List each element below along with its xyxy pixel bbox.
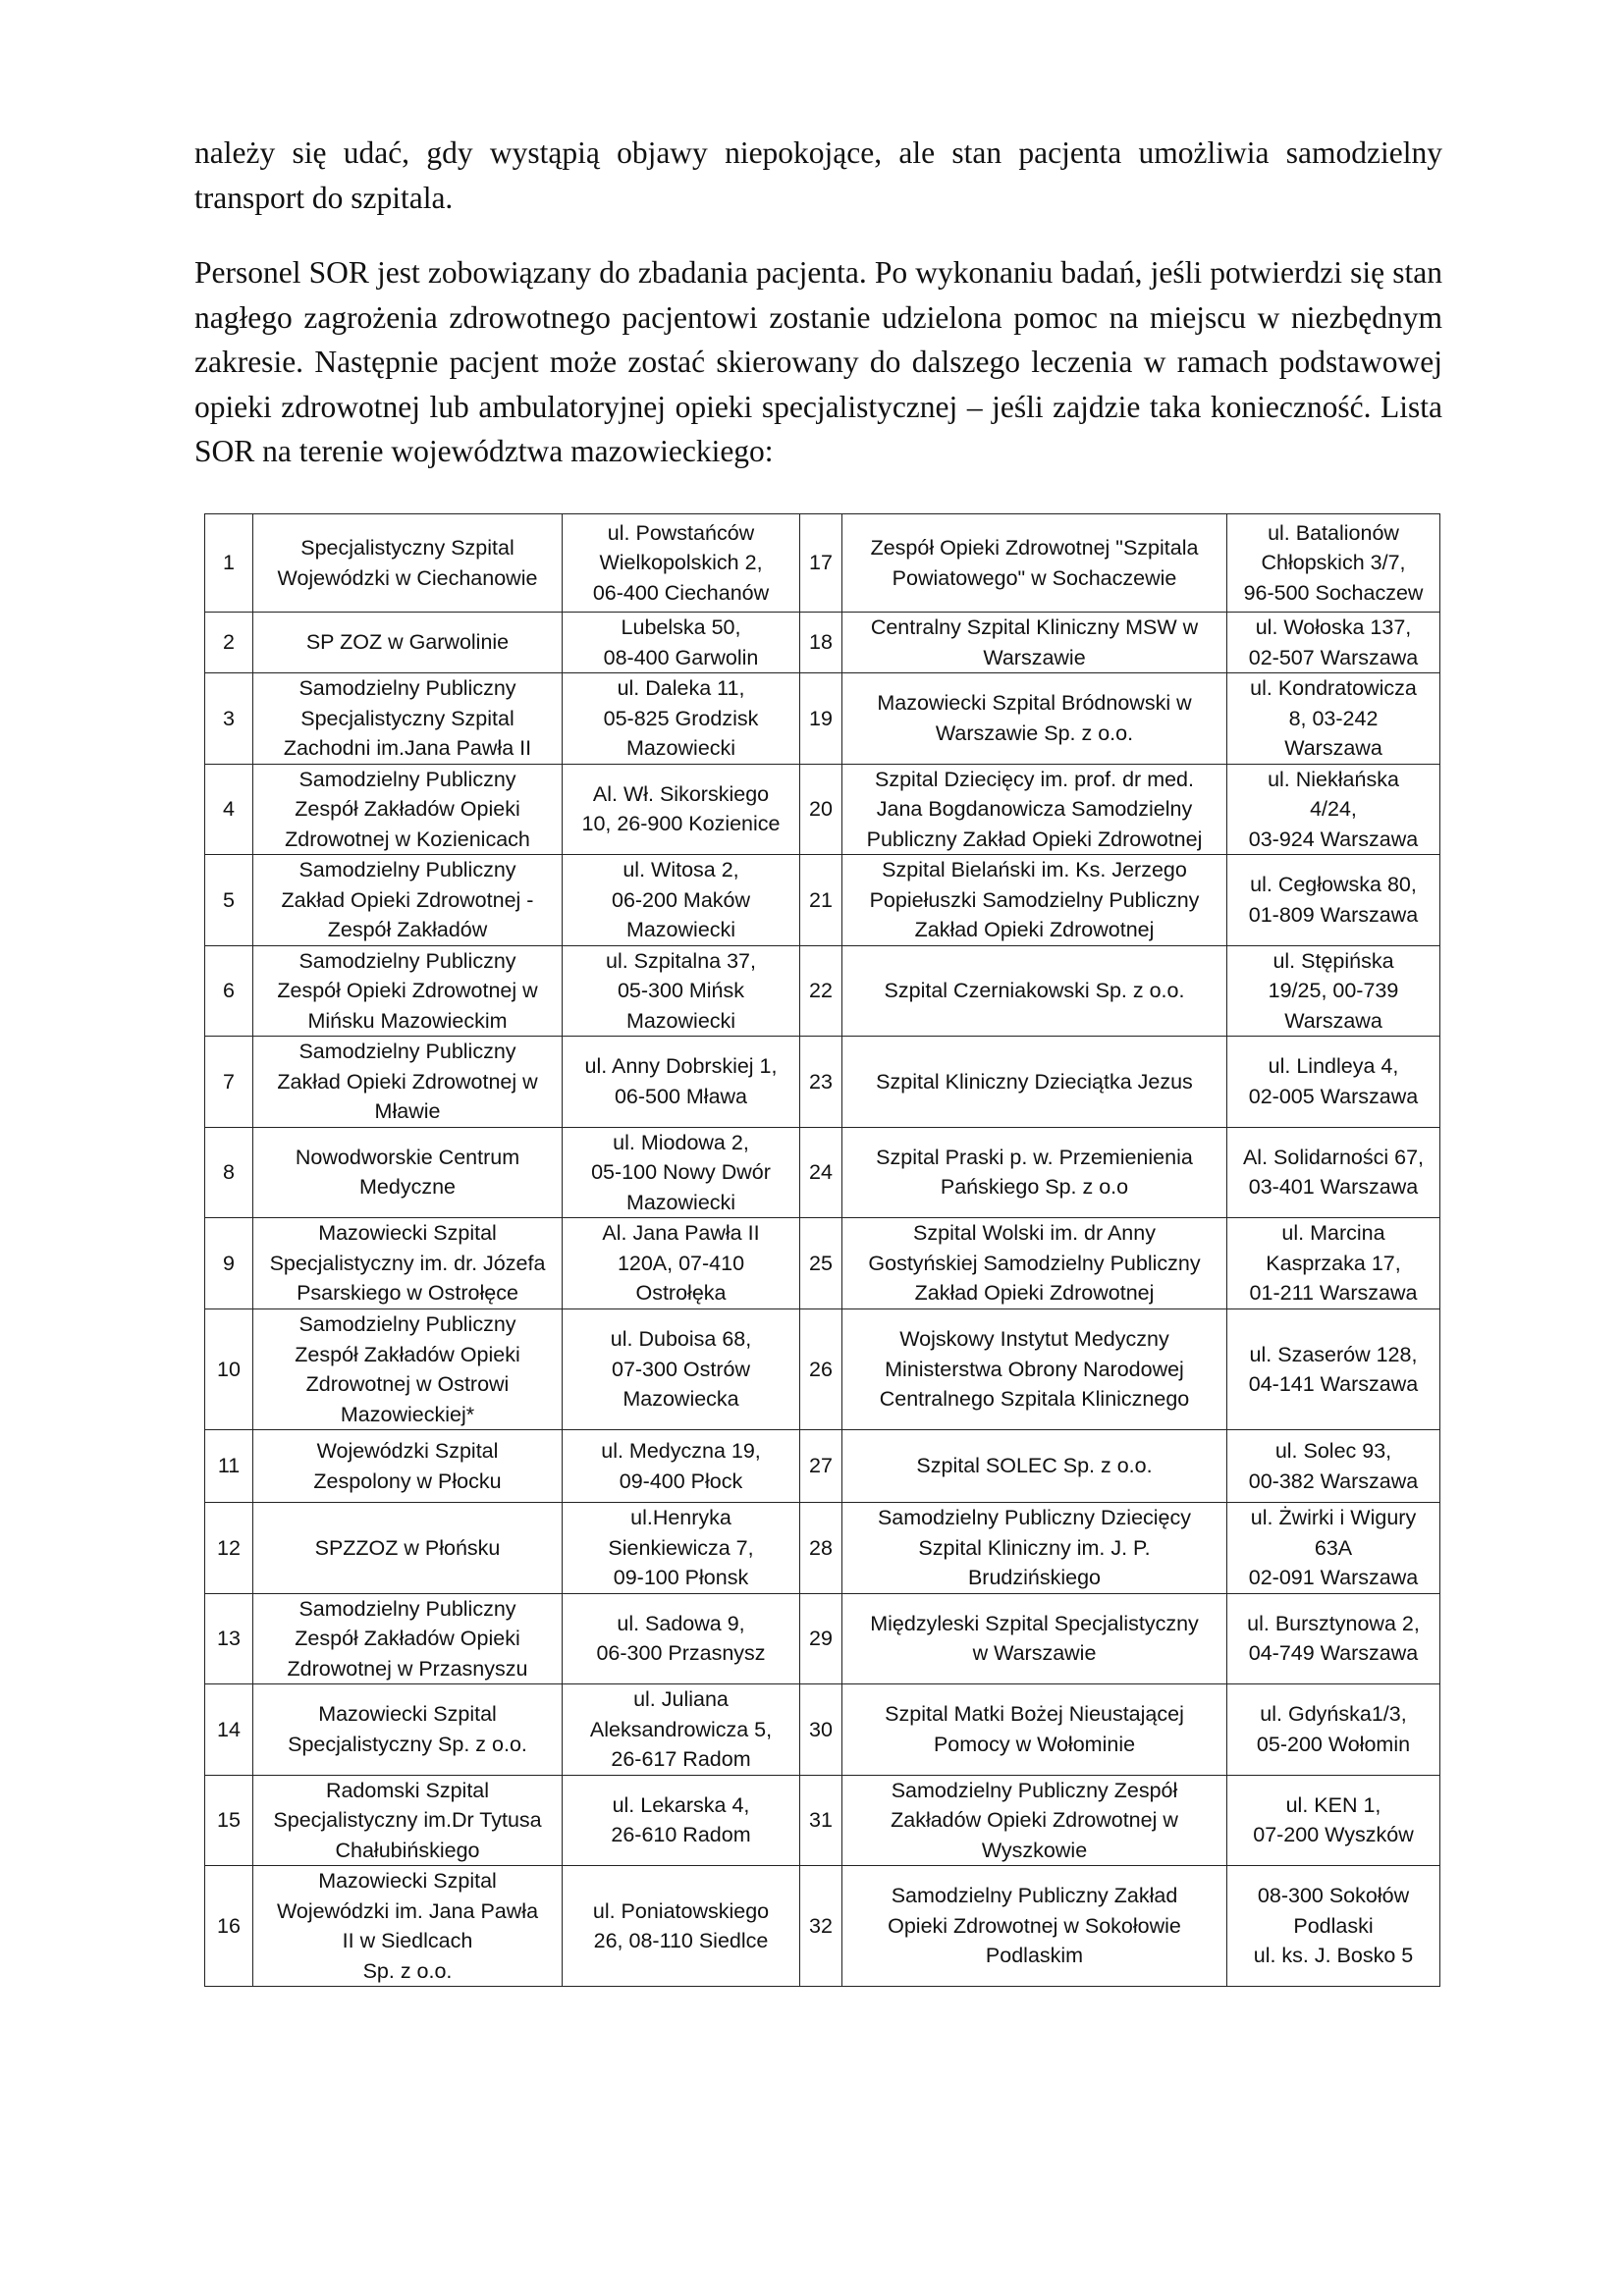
sor-hospital-table — [204, 513, 1440, 1987]
hospital-number: 30 — [800, 1684, 842, 1776]
hospital-address: Al. Wł. Sikorskiego 10, 26-900 Kozienice — [563, 764, 800, 855]
table-row — [205, 764, 1440, 855]
hospital-number: 15 — [205, 1775, 253, 1866]
hospital-address: ul. Szaserów 128, 04-141 Warszawa — [1227, 1309, 1440, 1430]
hospital-name: Szpital Bielański im. Ks. Jerzego Popiełuszki Samodzielny Publiczny Zakład Opieki Zdrowotnej — [842, 855, 1227, 946]
hospital-number: 4 — [205, 764, 253, 855]
hospital-number: 16 — [205, 1866, 253, 1987]
hospital-number: 21 — [800, 855, 842, 946]
hospital-address: ul. Gdyńska1/3, 05-200 Wołomin — [1227, 1684, 1440, 1776]
hospital-address: 08-300 Sokołów Podlaski ul. ks. J. Bosko 5 — [1227, 1866, 1440, 1987]
hospital-number: 25 — [800, 1218, 842, 1309]
hospital-name: Wojewódzki Szpital Zespolony w Płocku — [253, 1430, 563, 1503]
hospital-number: 6 — [205, 945, 253, 1037]
hospital-name: Szpital Dziecięcy im. prof. dr med. Jana Bogdanowicza Samodzielny Publiczny Zakład Opieki Zdrowotnej — [842, 764, 1227, 855]
hospital-name: Specjalistyczny Szpital Wojewódzki w Ciechanowie — [253, 514, 563, 613]
hospital-name: Zespół Opieki Zdrowotnej "Szpitala Powiatowego" w Sochaczewie — [842, 514, 1227, 613]
hospital-name: Samodzielny Publiczny Zakład Opieki Zdrowotnej w Mławie — [253, 1037, 563, 1128]
table-row — [205, 1037, 1440, 1128]
hospital-number: 27 — [800, 1430, 842, 1503]
hospital-address: ul. Duboisa 68, 07-300 Ostrów Mazowiecka — [563, 1309, 800, 1430]
hospital-name: Mazowiecki Szpital Specjalistyczny im. dr. Józefa Psarskiego w Ostrołęce — [253, 1218, 563, 1309]
hospital-number: 11 — [205, 1430, 253, 1503]
hospital-address: ul. Lindleya 4, 02-005 Warszawa — [1227, 1037, 1440, 1128]
hospital-address: ul. KEN 1, 07-200 Wyszków — [1227, 1775, 1440, 1866]
hospital-name: Samodzielny Publiczny Zespół Zakładów Opieki Zdrowotnej w Przasnyszu — [253, 1593, 563, 1684]
hospital-name: Samodzielny Publiczny Dziecięcy Szpital Kliniczny im. J. P. Brudzińskiego — [842, 1503, 1227, 1594]
hospital-name: Międzyleski Szpital Specjalistyczny w Warszawie — [842, 1593, 1227, 1684]
hospital-number: 24 — [800, 1127, 842, 1218]
hospital-address: ul. Marcina Kasprzaka 17, 01-211 Warszawa — [1227, 1218, 1440, 1309]
table-row — [205, 1503, 1440, 1594]
hospital-number: 13 — [205, 1593, 253, 1684]
hospital-number: 32 — [800, 1866, 842, 1987]
hospital-number: 1 — [205, 514, 253, 613]
hospital-name: Samodzielny Publiczny Specjalistyczny Szpital Zachodni im.Jana Pawła II — [253, 673, 563, 765]
hospital-number: 14 — [205, 1684, 253, 1776]
hospital-address: ul. Kondratowicza 8, 03-242 Warszawa — [1227, 673, 1440, 765]
hospital-name: Szpital Czerniakowski Sp. z o.o. — [842, 945, 1227, 1037]
hospital-name: Samodzielny Publiczny Zakład Opieki Zdrowotnej - Zespół Zakładów — [253, 855, 563, 946]
hospital-name: Centralny Szpital Kliniczny MSW w Warszawie — [842, 613, 1227, 673]
table-row — [205, 613, 1440, 673]
table-row — [205, 1593, 1440, 1684]
hospital-address: ul.Henryka Sienkiewicza 7, 09-100 Płonsk — [563, 1503, 800, 1594]
sor-table-body — [205, 514, 1440, 1987]
table-row — [205, 1127, 1440, 1218]
hospital-address: ul. Powstańców Wielkopolskich 2, 06-400 Ciechanów — [563, 514, 800, 613]
hospital-name: Szpital SOLEC Sp. z o.o. — [842, 1430, 1227, 1503]
hospital-name: Samodzielny Publiczny Zespół Zakładów Opieki Zdrowotnej w Kozienicach — [253, 764, 563, 855]
hospital-name: Mazowiecki Szpital Bródnowski w Warszawie Sp. z o.o. — [842, 673, 1227, 765]
hospital-name: Szpital Wolski im. dr Anny Gostyńskiej Samodzielny Publiczny Zakład Opieki Zdrowotnej — [842, 1218, 1227, 1309]
hospital-number: 20 — [800, 764, 842, 855]
hospital-address: ul. Witosa 2, 06-200 Maków Mazowiecki — [563, 855, 800, 946]
hospital-address: Al. Jana Pawła II 120A, 07-410 Ostrołęka — [563, 1218, 800, 1309]
hospital-number: 2 — [205, 613, 253, 673]
hospital-number: 28 — [800, 1503, 842, 1594]
hospital-name: Mazowiecki Szpital Specjalistyczny Sp. z o.o. — [253, 1684, 563, 1776]
intro-paragraph: należy się udać, gdy wystąpią objawy niepokojące, ale stan pacjenta umożliwia samodzielny transport do szpitala. — [194, 135, 1442, 215]
hospital-number: 9 — [205, 1218, 253, 1309]
table-row — [205, 1866, 1440, 1987]
sor-description-paragraph: Personel SOR jest zobowiązany do zbadania pacjenta. Po wykonaniu badań, jeśli potwierdzi się stan nagłego zagrożenia zdrowotnego pacjentowi zostanie udzielona pomoc na miejscu w niezbędnym zakresie. Następnie pacjent może zostać skierowany do dalszego leczenia w ramach podstawowej opieki zdrowotnej lub ambulatoryjnej opieki specjalistycznej – jeśli zajdzie taka konieczność. Lista SOR na terenie województwa mazowieckiego: — [194, 255, 1442, 468]
hospital-number: 23 — [800, 1037, 842, 1128]
hospital-name: SPZZOZ w Płońsku — [253, 1503, 563, 1594]
hospital-number: 19 — [800, 673, 842, 765]
hospital-address: ul. Daleka 11, 05-825 Grodzisk Mazowiecki — [563, 673, 800, 765]
table-row — [205, 673, 1440, 765]
hospital-address: ul. Bursztynowa 2, 04-749 Warszawa — [1227, 1593, 1440, 1684]
hospital-address: ul. Anny Dobrskiej 1, 06-500 Mława — [563, 1037, 800, 1128]
table-row — [205, 1684, 1440, 1776]
hospital-number: 10 — [205, 1309, 253, 1430]
hospital-address: ul. Stępińska 19/25, 00-739 Warszawa — [1227, 945, 1440, 1037]
hospital-name: Samodzielny Publiczny Zespół Opieki Zdrowotnej w Mińsku Mazowieckim — [253, 945, 563, 1037]
hospital-number: 17 — [800, 514, 842, 613]
hospital-number: 26 — [800, 1309, 842, 1430]
hospital-address: ul. Szpitalna 37, 05-300 Mińsk Mazowiecki — [563, 945, 800, 1037]
hospital-address: ul. Batalionów Chłopskich 3/7, 96-500 Sochaczew — [1227, 514, 1440, 613]
hospital-number: 31 — [800, 1775, 842, 1866]
table-row — [205, 1430, 1440, 1503]
hospital-address: ul. Juliana Aleksandrowicza 5, 26-617 Radom — [563, 1684, 800, 1776]
hospital-address: ul. Wołoska 137, 02-507 Warszawa — [1227, 613, 1440, 673]
hospital-address: ul. Miodowa 2, 05-100 Nowy Dwór Mazowiecki — [563, 1127, 800, 1218]
hospital-address: ul. Niekłańska 4/24, 03-924 Warszawa — [1227, 764, 1440, 855]
hospital-number: 5 — [205, 855, 253, 946]
hospital-address: ul. Lekarska 4, 26-610 Radom — [563, 1775, 800, 1866]
hospital-number: 12 — [205, 1503, 253, 1594]
hospital-number: 18 — [800, 613, 842, 673]
hospital-address: ul. Sadowa 9, 06-300 Przasnysz — [563, 1593, 800, 1684]
hospital-name: SP ZOZ w Garwolinie — [253, 613, 563, 673]
hospital-address: Al. Solidarności 67, 03-401 Warszawa — [1227, 1127, 1440, 1218]
hospital-number: 3 — [205, 673, 253, 765]
hospital-address: ul. Medyczna 19, 09-400 Płock — [563, 1430, 800, 1503]
hospital-number: 22 — [800, 945, 842, 1037]
hospital-address: ul. Cegłowska 80, 01-809 Warszawa — [1227, 855, 1440, 946]
hospital-number: 7 — [205, 1037, 253, 1128]
hospital-address: Lubelska 50, 08-400 Garwolin — [563, 613, 800, 673]
hospital-name: Samodzielny Publiczny Zakład Opieki Zdrowotnej w Sokołowie Podlaskim — [842, 1866, 1227, 1987]
hospital-name: Szpital Matki Bożej Nieustającej Pomocy w Wołominie — [842, 1684, 1227, 1776]
table-row — [205, 855, 1440, 946]
hospital-address: ul. Solec 93, 00-382 Warszawa — [1227, 1430, 1440, 1503]
table-row — [205, 1309, 1440, 1430]
hospital-name: Samodzielny Publiczny Zespół Zakładów Opieki Zdrowotnej w Ostrowi Mazowieckiej* — [253, 1309, 563, 1430]
hospital-number: 29 — [800, 1593, 842, 1684]
table-row — [205, 1775, 1440, 1866]
hospital-name: Nowodworskie Centrum Medyczne — [253, 1127, 563, 1218]
hospital-name: Mazowiecki Szpital Wojewódzki im. Jana Pawła II w Siedlcach Sp. z o.o. — [253, 1866, 563, 1987]
hospital-name: Samodzielny Publiczny Zespół Zakładów Opieki Zdrowotnej w Wyszkowie — [842, 1775, 1227, 1866]
hospital-name: Szpital Praski p. w. Przemienienia Pańskiego Sp. z o.o — [842, 1127, 1227, 1218]
hospital-address: ul. Poniatowskiego 26, 08-110 Siedlce — [563, 1866, 800, 1987]
table-row — [205, 945, 1440, 1037]
table-row — [205, 514, 1440, 613]
hospital-number: 8 — [205, 1127, 253, 1218]
hospital-name: Radomski Szpital Specjalistyczny im.Dr Tytusa Chałubińskiego — [253, 1775, 563, 1866]
hospital-address: ul. Żwirki i Wigury 63A 02-091 Warszawa — [1227, 1503, 1440, 1594]
table-row — [205, 1218, 1440, 1309]
hospital-name: Wojskowy Instytut Medyczny Ministerstwa Obrony Narodowej Centralnego Szpitala Klinicznego — [842, 1309, 1227, 1430]
hospital-name: Szpital Kliniczny Dzieciątka Jezus — [842, 1037, 1227, 1128]
